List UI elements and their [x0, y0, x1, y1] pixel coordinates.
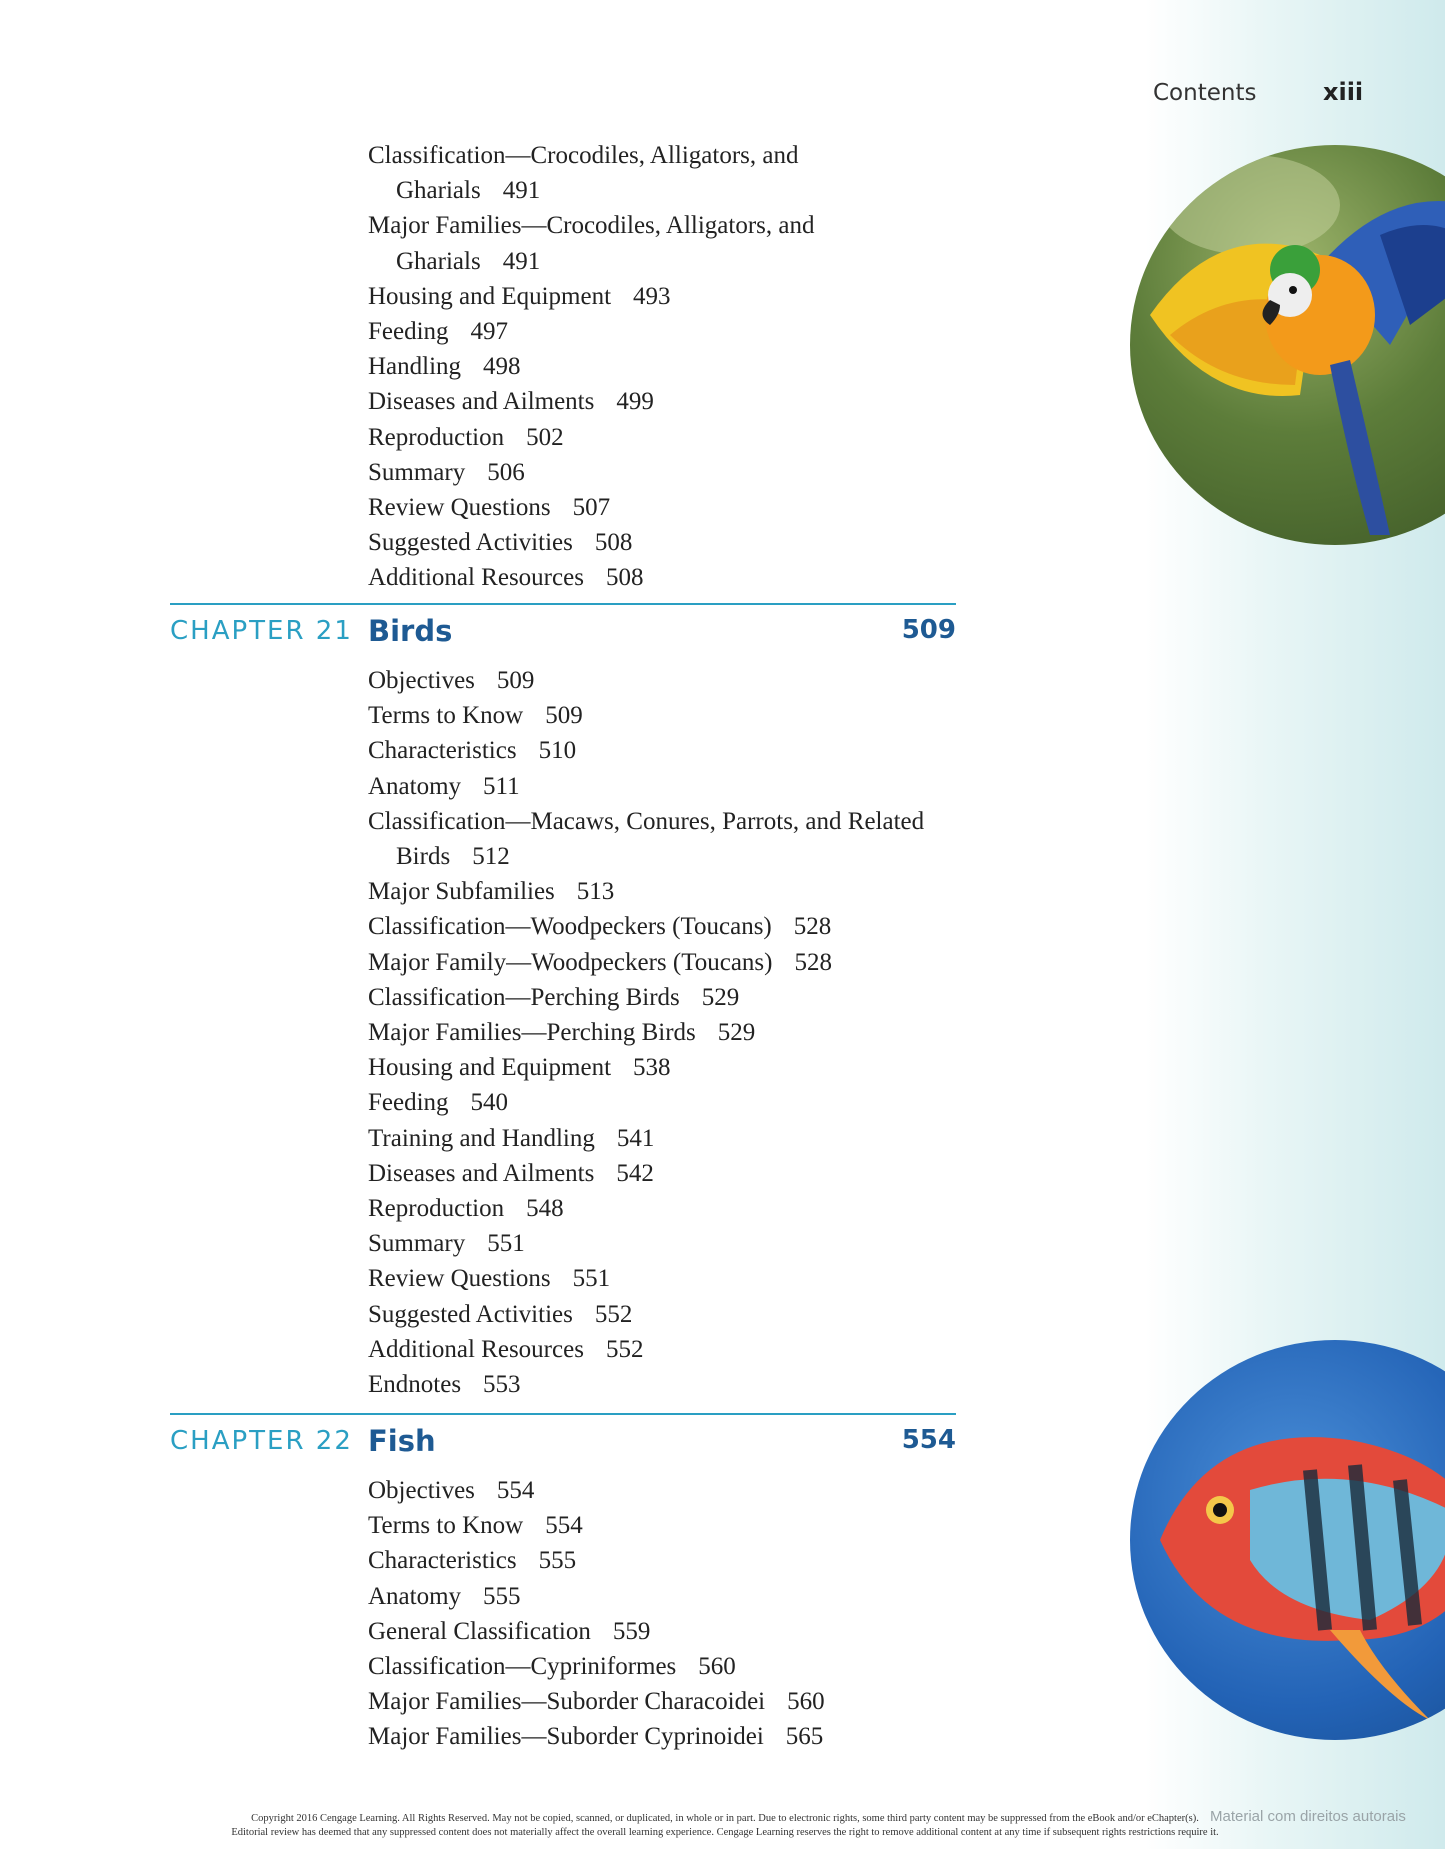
toc-entry[interactable] [368, 455, 814, 490]
toc-entry-page-number: 538 [633, 1054, 671, 1082]
toc-entry-page-number: 491 [502, 177, 541, 205]
toc-entry-page-number: 513 [576, 878, 615, 906]
toc-entry-page-number: 509 [496, 667, 535, 694]
toc-entry-title: Training and Handling [368, 1124, 595, 1152]
toc-entry-title-continued: Gharials [396, 177, 481, 205]
toc-entry-title: Major Subfamilies [368, 878, 555, 906]
toc-entry-page-number: 528 [793, 913, 832, 941]
toc-entry[interactable] [368, 1156, 924, 1191]
copyright-line: Copyright 2016 Cengage Learning. All Rights Reserved. May not be copied, scanned, or duplicated, in whole or in part. Due to electronic rights, some third party content may be suppressed from the eBook and/or eChapter(s). [251, 1813, 1199, 1824]
toc-entry-page-number: 529 [717, 1019, 756, 1047]
running-head-label: Contents [1153, 80, 1257, 106]
chapter-title: Fish [368, 1424, 436, 1458]
toc-entry-title: Reproduction [368, 1195, 505, 1223]
toc-entry-title: Summary [368, 458, 466, 486]
toc-entry-title: Major Family—Woodpeckers (Toucans) [368, 948, 773, 976]
toc-entry-page-number: 512 [472, 843, 510, 871]
toc-entry-page-number: 506 [487, 458, 525, 486]
toc-entry[interactable] [368, 560, 814, 595]
toc-entry-page-number: 528 [794, 948, 832, 976]
toc-entry-title: Anatomy [368, 772, 462, 800]
toc-entry[interactable] [368, 525, 814, 560]
toc-entry[interactable] [368, 208, 814, 278]
toc-entry[interactable] [368, 1297, 924, 1332]
toc-entry-page-number: 554 [545, 1512, 583, 1540]
toc-entry-title: Objectives [368, 667, 475, 694]
toc-entry-page-number: 502 [526, 423, 564, 451]
toc-entry-title: Review Questions [368, 1265, 551, 1293]
toc-entry[interactable] [368, 698, 924, 733]
toc-entry[interactable] [368, 1719, 825, 1754]
toc-continued-list [368, 138, 814, 596]
toc-entry-title-continued: Birds [396, 843, 451, 871]
toc-entry-title: Feeding [368, 1089, 449, 1117]
toc-entry[interactable] [368, 1332, 924, 1367]
running-head-page-number: xiii [1323, 78, 1364, 106]
toc-entry-title: Classification—Woodpeckers (Toucans) [368, 913, 772, 941]
toc-entry[interactable] [368, 490, 814, 525]
chapter-title: Birds [368, 614, 453, 648]
toc-entry-page-number: 497 [470, 318, 509, 346]
toc-entry-title: Suggested Activities [368, 529, 573, 557]
toc-entry-page-number: 552 [605, 1335, 644, 1363]
chapter-label: CHAPTER 21 [170, 616, 353, 646]
toc-chapter-21-list [368, 663, 924, 1402]
toc-entry-title: Suggested Activities [368, 1300, 573, 1328]
toc-entry[interactable] [368, 1614, 825, 1649]
toc-entry-title: Anatomy [368, 1582, 462, 1610]
toc-entry[interactable] [368, 1121, 924, 1156]
toc-entry-title: Major Families—Suborder Characoidei [368, 1688, 766, 1716]
copyright-notice [150, 1812, 1300, 1840]
toc-entry-title: Classification—Crocodiles, Alligators, and [368, 142, 799, 169]
toc-entry[interactable] [368, 1015, 924, 1050]
toc-entry-page-number: 542 [616, 1159, 654, 1187]
toc-entry[interactable] [368, 1261, 924, 1296]
toc-entry[interactable] [368, 314, 814, 349]
fish-photo [1130, 1340, 1445, 1740]
parrot-photo [1130, 145, 1445, 545]
toc-entry-page-number: 491 [502, 247, 541, 275]
toc-entry-page-number: 551 [487, 1230, 525, 1258]
toc-entry-title: Feeding [368, 318, 449, 346]
toc-entry[interactable] [368, 663, 924, 698]
chapter-heading-22 [170, 1426, 956, 1466]
toc-entry-page-number: 555 [483, 1582, 521, 1610]
toc-entry[interactable] [368, 733, 924, 768]
toc-entry-page-number: 509 [545, 702, 583, 730]
toc-entry-title: Diseases and Ailments [368, 388, 595, 416]
toc-entry-title: Diseases and Ailments [368, 1159, 595, 1187]
toc-entry-title: Major Families—Suborder Cyprinoidei [368, 1723, 764, 1751]
toc-entry[interactable] [368, 420, 814, 455]
toc-entry-title: Terms to Know [368, 702, 524, 730]
toc-entry-title: Objectives [368, 1477, 475, 1504]
toc-entry-page-number: 507 [572, 494, 611, 522]
toc-entry-page-number: 508 [594, 529, 633, 557]
toc-entry-page-number: 548 [526, 1195, 564, 1223]
toc-entry[interactable] [368, 1226, 924, 1261]
toc-entry[interactable] [368, 1191, 924, 1226]
toc-entry-page-number: 552 [594, 1300, 633, 1328]
toc-entry-title: Additional Resources [368, 1335, 584, 1363]
toc-entry-title: Classification—Cypriniformes [368, 1653, 677, 1681]
toc-entry[interactable] [368, 874, 924, 909]
toc-entry-page-number: 508 [605, 564, 644, 592]
chapter-page-number: 509 [901, 615, 956, 645]
toc-chapter-22-list [368, 1473, 825, 1755]
toc-entry-title: Additional Resources [368, 564, 584, 592]
toc-entry[interactable] [368, 1050, 924, 1085]
toc-entry[interactable] [368, 138, 814, 208]
toc-entry-page-number: 560 [698, 1653, 736, 1681]
toc-entry[interactable] [368, 1085, 924, 1120]
toc-entry-page-number: 553 [483, 1371, 521, 1399]
toc-entry-title: Classification—Perching Birds [368, 983, 680, 1011]
toc-entry-title: Characteristics [368, 1547, 517, 1575]
toc-entry-title: Handling [368, 353, 462, 381]
chapter-page-number: 554 [901, 1425, 956, 1455]
toc-entry-page-number: 493 [633, 282, 671, 310]
toc-entry-title: General Classification [368, 1617, 591, 1645]
toc-entry-title: Review Questions [368, 494, 551, 522]
toc-entry[interactable] [368, 1579, 825, 1614]
chapter-heading-21 [170, 616, 956, 656]
toc-entry-page-number: 498 [483, 353, 521, 381]
toc-entry[interactable] [368, 1367, 924, 1402]
toc-entry[interactable] [368, 384, 814, 419]
toc-entry[interactable] [368, 279, 814, 314]
toc-entry[interactable] [368, 1543, 825, 1578]
toc-entry-title: Major Families—Crocodiles, Alligators, and [368, 212, 815, 240]
toc-entry-title: Housing and Equipment [368, 282, 612, 310]
toc-entry[interactable] [368, 1473, 825, 1508]
toc-entry-title: Classification—Macaws, Conures, Parrots, and Related [368, 807, 925, 835]
chapter-label: CHAPTER 22 [170, 1426, 353, 1456]
toc-entry[interactable] [368, 945, 924, 980]
toc-entry-title: Housing and Equipment [368, 1054, 612, 1082]
toc-entry-page-number: 554 [496, 1477, 535, 1504]
toc-entry-page-number: 565 [785, 1723, 824, 1751]
toc-entry-page-number: 560 [787, 1688, 825, 1716]
watermark-text: Material com direitos autorais [1210, 1808, 1406, 1825]
toc-entry-title: Major Families—Perching Birds [368, 1019, 696, 1047]
toc-entry-title: Terms to Know [368, 1512, 524, 1540]
toc-entry-title: Characteristics [368, 737, 517, 765]
toc-entry-page-number: 529 [701, 983, 740, 1011]
toc-entry[interactable] [368, 769, 924, 804]
toc-entry-title-continued: Gharials [396, 247, 481, 275]
chapter-divider-rule [170, 1413, 956, 1415]
toc-entry-title: Reproduction [368, 423, 505, 451]
toc-entry-page-number: 541 [616, 1124, 655, 1152]
toc-entry[interactable] [368, 349, 814, 384]
toc-entry[interactable] [368, 1649, 825, 1684]
chapter-divider-rule [170, 603, 956, 605]
toc-entry[interactable] [368, 1508, 825, 1543]
toc-entry[interactable] [368, 804, 924, 874]
toc-entry-page-number: 540 [470, 1089, 509, 1117]
copyright-line: Editorial review has deemed that any suppressed content does not materially affect the overall learning experience. Cengage Learning reserves the right to remove additional content at any time if subsequent rights restrictions require it. [231, 1827, 1219, 1838]
toc-entry-title: Endnotes [368, 1371, 462, 1399]
toc-entry-page-number: 510 [538, 737, 577, 765]
toc-entry[interactable] [368, 1684, 825, 1719]
toc-entry[interactable] [368, 980, 924, 1015]
toc-entry-title: Summary [368, 1230, 466, 1258]
toc-entry[interactable] [368, 909, 924, 944]
toc-entry-page-number: 511 [483, 772, 520, 800]
toc-entry-page-number: 551 [572, 1265, 611, 1293]
toc-entry-page-number: 559 [612, 1617, 651, 1645]
toc-entry-page-number: 555 [538, 1547, 577, 1575]
toc-entry-page-number: 499 [616, 388, 654, 416]
